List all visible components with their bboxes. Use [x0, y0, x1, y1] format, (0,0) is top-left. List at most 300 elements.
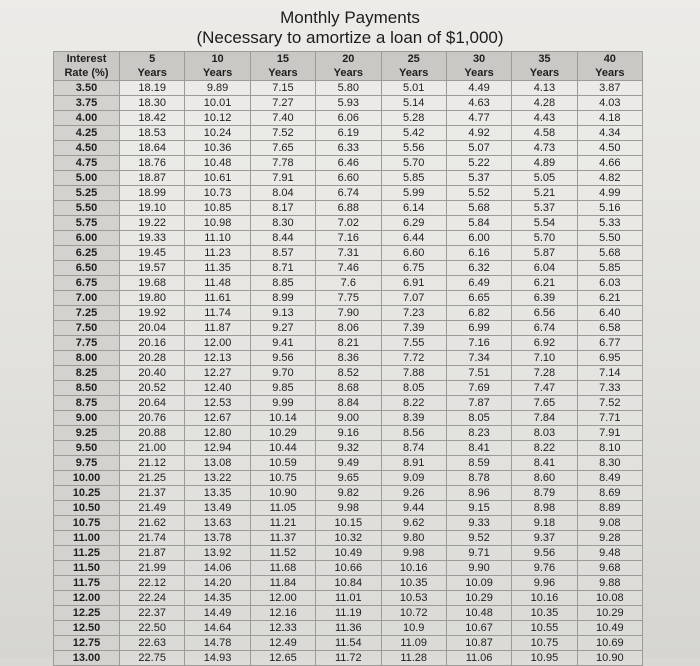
- payment-cell: 7.47: [512, 381, 577, 396]
- payment-cell: 9.28: [577, 531, 642, 546]
- payment-cell: 8.39: [381, 411, 446, 426]
- payment-cell: 10.66: [316, 561, 381, 576]
- payment-cell: 6.44: [381, 231, 446, 246]
- payment-cell: 8.85: [250, 276, 315, 291]
- payment-cell: 7.71: [577, 411, 642, 426]
- payment-cell: 7.6: [316, 276, 381, 291]
- payment-cell: 10.49: [577, 621, 642, 636]
- header-years-label: Years: [577, 66, 642, 81]
- interest-rate-cell: 12.75: [54, 636, 120, 651]
- table-row: [54, 291, 643, 306]
- payment-cell: 6.60: [381, 246, 446, 261]
- payment-cell: 12.27: [185, 366, 250, 381]
- payment-cell: 7.91: [577, 426, 642, 441]
- payment-cell: 8.49: [577, 471, 642, 486]
- payment-cell: 7.46: [316, 261, 381, 276]
- payment-cell: 4.66: [577, 156, 642, 171]
- payment-cell: 8.41: [512, 456, 577, 471]
- payment-cell: 18.53: [120, 126, 185, 141]
- payment-cell: 4.50: [577, 141, 642, 156]
- header-years-label: Years: [316, 66, 381, 81]
- payment-cell: 11.48: [185, 276, 250, 291]
- payment-cell: 18.87: [120, 171, 185, 186]
- header-years-label: Years: [185, 66, 250, 81]
- payment-cell: 10.24: [185, 126, 250, 141]
- payment-cell: 20.64: [120, 396, 185, 411]
- payment-cell: 13.78: [185, 531, 250, 546]
- payment-cell: 21.00: [120, 441, 185, 456]
- payment-cell: 10.69: [577, 636, 642, 651]
- table-row: [54, 171, 643, 186]
- payment-cell: 8.21: [316, 336, 381, 351]
- table-row: [54, 576, 643, 591]
- payment-cell: 8.98: [512, 501, 577, 516]
- payment-cell: 7.40: [250, 111, 315, 126]
- payment-cell: 8.22: [512, 441, 577, 456]
- interest-rate-cell: 12.25: [54, 606, 120, 621]
- interest-rate-cell: 4.75: [54, 156, 120, 171]
- payment-cell: 10.01: [185, 96, 250, 111]
- payment-cell: 7.07: [381, 291, 446, 306]
- payment-cell: 13.22: [185, 471, 250, 486]
- payment-cell: 5.84: [446, 216, 511, 231]
- interest-rate-cell: 4.00: [54, 111, 120, 126]
- interest-rate-cell: 11.50: [54, 561, 120, 576]
- payment-cell: 5.22: [446, 156, 511, 171]
- payment-cell: 7.39: [381, 321, 446, 336]
- payment-cell: 7.10: [512, 351, 577, 366]
- payment-cell: 9.08: [577, 516, 642, 531]
- payment-cell: 10.90: [577, 651, 642, 666]
- payment-cell: 10.59: [250, 456, 315, 471]
- payment-cell: 11.61: [185, 291, 250, 306]
- payment-cell: 18.99: [120, 186, 185, 201]
- payment-cell: 3.87: [577, 81, 642, 96]
- payment-cell: 10.14: [250, 411, 315, 426]
- header-rate-percent: Rate (%): [54, 66, 120, 81]
- payment-cell: 6.74: [316, 186, 381, 201]
- payment-cell: 6.88: [316, 201, 381, 216]
- payment-cell: 5.37: [446, 171, 511, 186]
- payment-cell: 7.87: [446, 396, 511, 411]
- payment-cell: 6.49: [446, 276, 511, 291]
- payment-cell: 7.33: [577, 381, 642, 396]
- table-row: [54, 501, 643, 516]
- payment-cell: 5.50: [577, 231, 642, 246]
- payment-cell: 6.58: [577, 321, 642, 336]
- table-row: [54, 81, 643, 96]
- payment-cell: 8.36: [316, 351, 381, 366]
- payment-cell: 9.41: [250, 336, 315, 351]
- table-row: [54, 591, 643, 606]
- interest-rate-cell: 12.50: [54, 621, 120, 636]
- payment-cell: 21.37: [120, 486, 185, 501]
- payment-cell: 9.80: [381, 531, 446, 546]
- payment-cell: 20.16: [120, 336, 185, 351]
- payment-cell: 10.48: [185, 156, 250, 171]
- table-row: [54, 336, 643, 351]
- table-body: [54, 81, 643, 666]
- payment-cell: 7.91: [250, 171, 315, 186]
- table-header: [54, 52, 643, 81]
- header-years-label: Years: [446, 66, 511, 81]
- payment-cell: 10.61: [185, 171, 250, 186]
- payment-cell: 22.75: [120, 651, 185, 666]
- table-row: [54, 651, 643, 666]
- payment-cell: 9.89: [185, 81, 250, 96]
- payment-cell: 13.35: [185, 486, 250, 501]
- payment-cell: 5.68: [446, 201, 511, 216]
- payment-cell: 5.16: [577, 201, 642, 216]
- payment-cell: 21.99: [120, 561, 185, 576]
- payment-cell: 7.27: [250, 96, 315, 111]
- interest-rate-cell: 7.25: [54, 306, 120, 321]
- payment-cell: 7.31: [316, 246, 381, 261]
- payment-cell: 11.23: [185, 246, 250, 261]
- table-row: [54, 201, 643, 216]
- payment-cell: 11.28: [381, 651, 446, 666]
- payment-cell: 4.49: [446, 81, 511, 96]
- interest-rate-cell: 10.00: [54, 471, 120, 486]
- payment-cell: 6.14: [381, 201, 446, 216]
- payment-cell: 8.74: [381, 441, 446, 456]
- payment-cell: 14.20: [185, 576, 250, 591]
- payment-cell: 6.39: [512, 291, 577, 306]
- interest-rate-cell: 9.00: [54, 411, 120, 426]
- payment-cell: 8.79: [512, 486, 577, 501]
- payment-cell: 7.88: [381, 366, 446, 381]
- payment-cell: 4.77: [446, 111, 511, 126]
- header-term-40: 40: [577, 52, 642, 67]
- payment-cell: 8.84: [316, 396, 381, 411]
- payment-cell: 9.56: [512, 546, 577, 561]
- payment-cell: 11.68: [250, 561, 315, 576]
- interest-rate-cell: 8.50: [54, 381, 120, 396]
- payment-cell: 6.29: [381, 216, 446, 231]
- payment-cell: 5.85: [577, 261, 642, 276]
- payment-cell: 21.87: [120, 546, 185, 561]
- payment-cell: 9.44: [381, 501, 446, 516]
- payment-cell: 9.98: [381, 546, 446, 561]
- payment-cell: 19.45: [120, 246, 185, 261]
- payment-cell: 10.90: [250, 486, 315, 501]
- payment-cell: 11.06: [446, 651, 511, 666]
- payment-cell: 7.90: [316, 306, 381, 321]
- payment-cell: 14.35: [185, 591, 250, 606]
- interest-rate-cell: 7.50: [54, 321, 120, 336]
- header-term-15: 15: [250, 52, 315, 67]
- payment-cell: 10.73: [185, 186, 250, 201]
- payment-cell: 10.85: [185, 201, 250, 216]
- interest-rate-cell: 10.75: [54, 516, 120, 531]
- payment-cell: 9.37: [512, 531, 577, 546]
- table-row: [54, 546, 643, 561]
- interest-rate-cell: 11.00: [54, 531, 120, 546]
- payment-cell: 8.04: [250, 186, 315, 201]
- payment-cell: 19.10: [120, 201, 185, 216]
- payment-cell: 8.99: [250, 291, 315, 306]
- payment-cell: 10.72: [381, 606, 446, 621]
- header-years-label: Years: [250, 66, 315, 81]
- payment-cell: 10.15: [316, 516, 381, 531]
- payment-cell: 6.95: [577, 351, 642, 366]
- payment-cell: 10.32: [316, 531, 381, 546]
- payment-cell: 10.87: [446, 636, 511, 651]
- payment-cell: 10.84: [316, 576, 381, 591]
- payment-cell: 9.71: [446, 546, 511, 561]
- payment-cell: 6.16: [446, 246, 511, 261]
- payment-cell: 12.80: [185, 426, 250, 441]
- payment-cell: 4.89: [512, 156, 577, 171]
- payment-cell: 9.48: [577, 546, 642, 561]
- payment-cell: 9.09: [381, 471, 446, 486]
- payment-cell: 14.64: [185, 621, 250, 636]
- payment-cell: 6.21: [512, 276, 577, 291]
- interest-rate-cell: 13.00: [54, 651, 120, 666]
- payment-cell: 8.17: [250, 201, 315, 216]
- payment-cell: 8.05: [446, 411, 511, 426]
- payment-cell: 10.67: [446, 621, 511, 636]
- payment-cell: 5.87: [512, 246, 577, 261]
- payment-cell: 14.93: [185, 651, 250, 666]
- table-row: [54, 516, 643, 531]
- table-row: [54, 111, 643, 126]
- payment-cell: 9.27: [250, 321, 315, 336]
- payment-cell: 5.33: [577, 216, 642, 231]
- payment-cell: 18.64: [120, 141, 185, 156]
- payment-cell: 6.03: [577, 276, 642, 291]
- payment-cell: 22.63: [120, 636, 185, 651]
- payment-cell: 10.29: [250, 426, 315, 441]
- header-term-10: 10: [185, 52, 250, 67]
- payment-cell: 5.05: [512, 171, 577, 186]
- interest-rate-cell: 6.25: [54, 246, 120, 261]
- payment-cell: 8.56: [381, 426, 446, 441]
- interest-rate-cell: 9.75: [54, 456, 120, 471]
- payment-cell: 21.12: [120, 456, 185, 471]
- payment-cell: 12.13: [185, 351, 250, 366]
- payment-cell: 10.44: [250, 441, 315, 456]
- payment-cell: 11.87: [185, 321, 250, 336]
- payment-cell: 4.99: [577, 186, 642, 201]
- payment-cell: 7.34: [446, 351, 511, 366]
- payment-cell: 7.84: [512, 411, 577, 426]
- payment-cell: 8.23: [446, 426, 511, 441]
- payment-cell: 9.88: [577, 576, 642, 591]
- table-row: [54, 396, 643, 411]
- table-row: [54, 486, 643, 501]
- payment-cell: 22.37: [120, 606, 185, 621]
- payment-cell: 5.54: [512, 216, 577, 231]
- payment-cell: 8.60: [512, 471, 577, 486]
- interest-rate-cell: 10.50: [54, 501, 120, 516]
- payment-cell: 10.55: [512, 621, 577, 636]
- interest-rate-cell: 3.75: [54, 96, 120, 111]
- payment-cell: 6.00: [446, 231, 511, 246]
- payment-cell: 10.35: [381, 576, 446, 591]
- payment-cell: 9.56: [250, 351, 315, 366]
- payment-cell: 20.52: [120, 381, 185, 396]
- payment-cell: 6.75: [381, 261, 446, 276]
- table-row: [54, 231, 643, 246]
- table-row: [54, 216, 643, 231]
- payment-cell: 10.16: [512, 591, 577, 606]
- payment-cell: 14.06: [185, 561, 250, 576]
- interest-rate-cell: 12.00: [54, 591, 120, 606]
- interest-rate-cell: 11.75: [54, 576, 120, 591]
- payment-cell: 20.40: [120, 366, 185, 381]
- payment-cell: 4.13: [512, 81, 577, 96]
- payment-cell: 11.05: [250, 501, 315, 516]
- payment-cell: 5.85: [381, 171, 446, 186]
- table-row: [54, 561, 643, 576]
- payment-cell: 11.84: [250, 576, 315, 591]
- table-row: [54, 426, 643, 441]
- payment-cell: 6.60: [316, 171, 381, 186]
- payment-cell: 4.28: [512, 96, 577, 111]
- payment-cell: 9.18: [512, 516, 577, 531]
- payment-cell: 19.92: [120, 306, 185, 321]
- payment-cell: 8.52: [316, 366, 381, 381]
- payment-cell: 11.72: [316, 651, 381, 666]
- payment-cell: 10.12: [185, 111, 250, 126]
- payment-cell: 9.49: [316, 456, 381, 471]
- payment-cell: 10.9: [381, 621, 446, 636]
- table-row: [54, 636, 643, 651]
- payment-cell: 5.42: [381, 126, 446, 141]
- payment-cell: 5.07: [446, 141, 511, 156]
- payment-cell: 8.59: [446, 456, 511, 471]
- payment-cell: 8.05: [381, 381, 446, 396]
- table-row: [54, 411, 643, 426]
- payment-cell: 18.76: [120, 156, 185, 171]
- interest-rate-cell: 5.00: [54, 171, 120, 186]
- payment-cell: 19.57: [120, 261, 185, 276]
- payment-cell: 12.49: [250, 636, 315, 651]
- payment-cell: 8.22: [381, 396, 446, 411]
- table-row: [54, 531, 643, 546]
- payment-cell: 4.63: [446, 96, 511, 111]
- header-years-label: Years: [512, 66, 577, 81]
- payment-cell: 8.91: [381, 456, 446, 471]
- payment-cell: 4.03: [577, 96, 642, 111]
- payment-cell: 6.33: [316, 141, 381, 156]
- payment-cell: 7.65: [512, 396, 577, 411]
- interest-rate-cell: 6.00: [54, 231, 120, 246]
- payment-cell: 5.21: [512, 186, 577, 201]
- payment-cell: 10.95: [512, 651, 577, 666]
- interest-rate-cell: 8.25: [54, 366, 120, 381]
- payment-cell: 7.69: [446, 381, 511, 396]
- table-row: [54, 456, 643, 471]
- payment-cell: 20.88: [120, 426, 185, 441]
- payment-cell: 8.69: [577, 486, 642, 501]
- payment-cell: 12.16: [250, 606, 315, 621]
- payment-cell: 11.09: [381, 636, 446, 651]
- header-term-20: 20: [316, 52, 381, 67]
- payment-cell: 8.78: [446, 471, 511, 486]
- payment-cell: 5.01: [381, 81, 446, 96]
- table-row: [54, 141, 643, 156]
- payment-cell: 8.03: [512, 426, 577, 441]
- payment-cell: 5.68: [577, 246, 642, 261]
- payment-cell: 7.51: [446, 366, 511, 381]
- payment-table: [53, 51, 643, 666]
- payment-cell: 9.82: [316, 486, 381, 501]
- payment-cell: 8.06: [316, 321, 381, 336]
- payment-cell: 10.09: [446, 576, 511, 591]
- payment-cell: 13.63: [185, 516, 250, 531]
- payment-cell: 11.37: [250, 531, 315, 546]
- payment-cell: 9.33: [446, 516, 511, 531]
- payment-cell: 12.67: [185, 411, 250, 426]
- payment-cell: 5.99: [381, 186, 446, 201]
- payment-cell: 4.43: [512, 111, 577, 126]
- table-row: [54, 366, 643, 381]
- payment-cell: 10.29: [446, 591, 511, 606]
- payment-cell: 8.30: [577, 456, 642, 471]
- payment-cell: 14.49: [185, 606, 250, 621]
- payment-cell: 9.65: [316, 471, 381, 486]
- payment-cell: 18.30: [120, 96, 185, 111]
- payment-cell: 5.28: [381, 111, 446, 126]
- payment-cell: 6.04: [512, 261, 577, 276]
- table-row: [54, 246, 643, 261]
- payment-cell: 19.80: [120, 291, 185, 306]
- table-row: [54, 156, 643, 171]
- interest-rate-cell: 9.50: [54, 441, 120, 456]
- payment-cell: 8.96: [446, 486, 511, 501]
- payment-cell: 7.65: [250, 141, 315, 156]
- payment-cell: 10.75: [512, 636, 577, 651]
- payment-cell: 9.70: [250, 366, 315, 381]
- payment-cell: 11.74: [185, 306, 250, 321]
- payment-cell: 13.92: [185, 546, 250, 561]
- payment-cell: 9.90: [446, 561, 511, 576]
- payment-cell: 7.52: [577, 396, 642, 411]
- table-row: [54, 351, 643, 366]
- payment-cell: 11.35: [185, 261, 250, 276]
- payment-cell: 5.70: [512, 231, 577, 246]
- payment-cell: 7.28: [512, 366, 577, 381]
- payment-cell: 20.04: [120, 321, 185, 336]
- table-row: [54, 261, 643, 276]
- interest-rate-cell: 7.00: [54, 291, 120, 306]
- payment-cell: 5.70: [381, 156, 446, 171]
- payment-cell: 9.13: [250, 306, 315, 321]
- payment-cell: 7.72: [381, 351, 446, 366]
- payment-cell: 9.85: [250, 381, 315, 396]
- payment-cell: 6.32: [446, 261, 511, 276]
- payment-cell: 4.73: [512, 141, 577, 156]
- payment-cell: 10.16: [381, 561, 446, 576]
- interest-rate-cell: 4.25: [54, 126, 120, 141]
- payment-cell: 7.55: [381, 336, 446, 351]
- payment-cell: 22.50: [120, 621, 185, 636]
- page-title: Monthly Payments: [280, 8, 420, 27]
- interest-rate-cell: 7.75: [54, 336, 120, 351]
- payment-cell: 4.18: [577, 111, 642, 126]
- payment-cell: 9.32: [316, 441, 381, 456]
- payment-cell: 22.24: [120, 591, 185, 606]
- payment-cell: 8.68: [316, 381, 381, 396]
- payment-cell: 7.75: [316, 291, 381, 306]
- payment-cell: 7.23: [381, 306, 446, 321]
- payment-cell: 5.80: [316, 81, 381, 96]
- payment-cell: 7.14: [577, 366, 642, 381]
- payment-cell: 21.74: [120, 531, 185, 546]
- payment-cell: 6.06: [316, 111, 381, 126]
